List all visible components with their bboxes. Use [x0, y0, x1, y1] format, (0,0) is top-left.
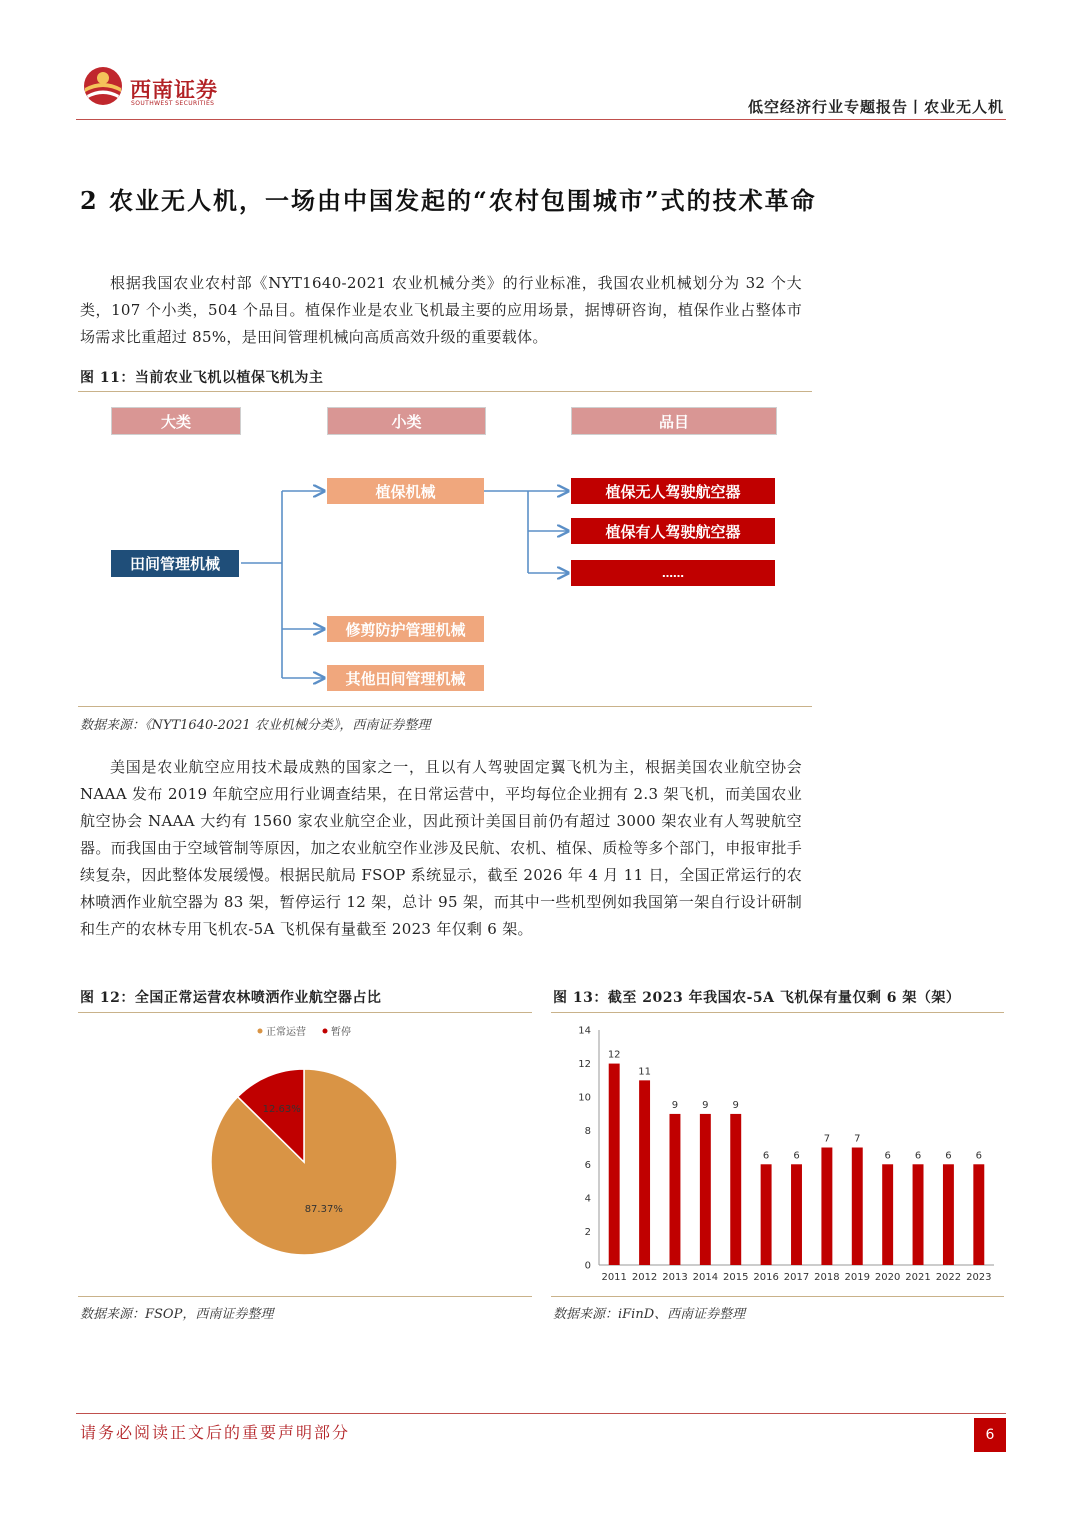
- figure-13-bottom-rule: [551, 1296, 1004, 1297]
- logo-text: 西南证券: [130, 77, 218, 102]
- body-paragraph-1: 根据我国农业农村部《NYT1640-2021 农业机械分类》的行业标准，我国农业机械划分为 32 个大类，107 个小类，504 个品目。植保作业是农业飞机最主要的应用场景，据博研咨询，植保作业占整体市场需求比重超过 85%，是田间管理机械向高质高效升级的重要载体。: [80, 274, 802, 346]
- bar-2019: [852, 1148, 863, 1266]
- bar-value-label: 9: [671, 1099, 679, 1111]
- bar-value-label: 11: [638, 1066, 651, 1078]
- figure-12-source: 数据来源：FSOP，西南证券整理: [80, 1307, 274, 1322]
- x-tick-label: 2023: [966, 1272, 992, 1283]
- pie-legend: [258, 1025, 352, 1038]
- bar-chart: [551, 1015, 1004, 1295]
- logo-english-text: SOUTHWEST SECURITIES: [131, 100, 215, 107]
- y-tick-label: 0: [584, 1260, 591, 1272]
- diagram-subclass-pruning: 修剪防护管理机械: [327, 616, 484, 642]
- x-tick-label: 2022: [935, 1272, 962, 1283]
- pie-label-normal: 87.37%: [304, 1204, 343, 1216]
- diagram-subclass-plant-protection: 植保机械: [327, 478, 484, 504]
- bar-value-label: 6: [975, 1150, 982, 1162]
- bar-2017: [791, 1164, 802, 1265]
- diagram-item-unmanned: 植保无人驾驶航空器: [571, 478, 775, 504]
- diagram-item-ellipsis: ……: [571, 560, 775, 586]
- figure-11-top-rule: [78, 391, 812, 392]
- bar-value-label: 6: [884, 1150, 891, 1162]
- y-tick-label: 2: [584, 1226, 591, 1238]
- figure-12-caption: 图 12：全国正常运营农林喷洒作业航空器占比: [80, 990, 382, 1006]
- x-tick-label: 2013: [662, 1272, 688, 1283]
- footer-divider: [76, 1413, 1006, 1414]
- bar-2020: [882, 1164, 893, 1265]
- body-paragraph-2: 美国是农业航空应用技术最成熟的国家之一，且以有人驾驶固定翼飞机为主，根据美国农业航空协会 NAAA 发布 2019 年航空应用行业调查结果，在日常运营中，平均每位企业拥有 2.3 架飞机，而美国农业航空协会 NAAA 大约有 1560 家农业航空企业，因此预计美国目前仍有超过 3000 架农业有人驾驶航空器。而我国由于空域管制等原因，加之农业航空作业涉及民航、农机、植保、质检等多个部门，申报审批手续复杂，因此整体发展缓慢。根据民航局 FSOP 系统显示，截至 2026 年 4 月 11 日，全国正常运行的农林喷洒作业航空器为 83 架，暂停运行 12 架，总计 95 架，而其中一些机型例如我国第一架自行设计研制和生产的农林专用飞机农-5A 飞机保有量截至 2023 年仅剩 6 架。: [80, 758, 802, 938]
- bar-2018: [821, 1148, 832, 1266]
- bar-value-label: 6: [793, 1150, 800, 1162]
- figure-13-caption: 图 13：截至 2023 年我国农-5A 飞机保有量仅剩 6 架（架）: [553, 990, 961, 1006]
- bar-2016: [761, 1164, 772, 1265]
- bar-2021: [913, 1164, 924, 1265]
- diagram-item-manned: 植保有人驾驶航空器: [571, 518, 775, 544]
- x-tick-label: 2015: [723, 1272, 749, 1283]
- bar-value-label: 7: [823, 1133, 831, 1145]
- bar-2011: [609, 1064, 620, 1265]
- legend-marker-paused: [323, 1029, 328, 1034]
- diagram-header-item: 品目: [571, 407, 777, 435]
- page-number: 6: [974, 1418, 1006, 1452]
- diagram-subclass-other: 其他田间管理机械: [327, 665, 484, 691]
- x-tick-label: 2016: [753, 1272, 779, 1283]
- x-tick-label: 2021: [905, 1272, 931, 1283]
- y-tick-label: 12: [578, 1059, 591, 1071]
- diagram-header-major: 大类: [111, 407, 241, 435]
- bar-value-label: 9: [732, 1099, 739, 1111]
- bar-value-label: 12: [607, 1049, 621, 1061]
- bar-2015: [730, 1114, 741, 1265]
- bar-2014: [700, 1114, 711, 1265]
- bar-value-label: 9: [702, 1099, 709, 1111]
- pie-chart: [78, 1015, 532, 1295]
- y-tick-label: 4: [584, 1193, 591, 1205]
- x-tick-label: 2011: [601, 1272, 627, 1283]
- x-tick-label: 2014: [692, 1272, 719, 1283]
- figure-11-source: 数据来源：《NYT1640-2021 农业机械分类》，西南证券整理: [80, 718, 431, 733]
- bar-value-label: 7: [854, 1133, 861, 1145]
- x-tick-label: 2012: [631, 1272, 658, 1283]
- x-tick-label: 2020: [874, 1272, 901, 1283]
- bar-2022: [943, 1164, 954, 1265]
- figure-12-top-rule: [78, 1012, 532, 1013]
- report-title: 低空经济行业专题报告丨农业无人机: [747, 98, 1004, 116]
- x-tick-label: 2017: [783, 1272, 810, 1283]
- figure-13-source: 数据来源：iFinD、西南证券整理: [553, 1307, 746, 1322]
- bar-2012: [639, 1080, 650, 1265]
- diagram-header-minor: 小类: [327, 407, 486, 435]
- company-logo-icon: [83, 66, 123, 106]
- bar-value-label: 6: [945, 1150, 952, 1162]
- y-tick-label: 8: [584, 1126, 591, 1138]
- figure-13-top-rule: [551, 1012, 1004, 1013]
- figure-11-caption: 图 11：当前农业飞机以植保飞机为主: [80, 370, 324, 386]
- y-tick-label: 14: [578, 1025, 591, 1037]
- footer-notice: 请务必阅读正文后的重要声明部分: [80, 1423, 351, 1442]
- y-tick-label: 10: [578, 1092, 591, 1104]
- header-divider: [76, 119, 1006, 120]
- x-tick-label: 2018: [814, 1272, 840, 1283]
- legend-label-normal: 正常运营: [266, 1027, 306, 1038]
- legend-label-paused: 暂停: [331, 1027, 351, 1038]
- pie-label-paused: 12.63%: [262, 1103, 301, 1115]
- diagram-root-field-management: 田间管理机械: [111, 550, 239, 577]
- y-tick-label: 6: [584, 1159, 591, 1171]
- section-title: 2 农业无人机，一场由中国发起的“农村包围城市”式的技术革命: [80, 186, 817, 215]
- legend-marker-normal: [258, 1029, 263, 1034]
- figure-12-bottom-rule: [78, 1296, 532, 1297]
- bar-2013: [669, 1114, 680, 1265]
- bar-value-label: 6: [762, 1150, 770, 1162]
- figure-11-bottom-rule: [78, 706, 812, 707]
- bar-value-label: 6: [914, 1150, 922, 1162]
- bar-2023: [973, 1164, 984, 1265]
- x-tick-label: 2019: [844, 1272, 870, 1283]
